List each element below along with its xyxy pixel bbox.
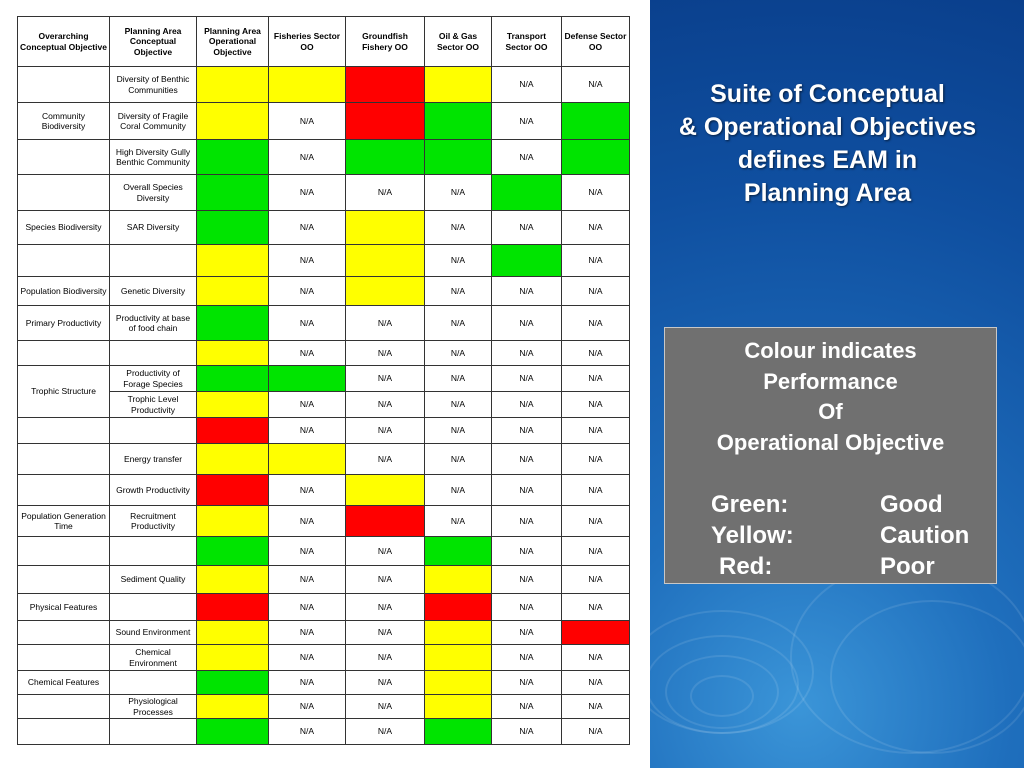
status-cell-yellow	[197, 277, 269, 306]
status-cell-yellow	[197, 506, 269, 537]
na-cell: N/A	[269, 506, 346, 537]
slide-title	[655, 78, 1000, 210]
table-row	[18, 67, 630, 103]
conceptual-objective-cell: Growth Productivity	[110, 475, 197, 506]
objectives-table	[17, 16, 630, 745]
na-cell: N/A	[425, 341, 492, 366]
na-cell: N/A	[562, 566, 630, 594]
table-row	[18, 211, 630, 245]
na-cell: N/A	[492, 306, 562, 341]
na-cell: N/A	[492, 645, 562, 671]
na-cell: N/A	[492, 719, 562, 745]
title-line: Suite of Conceptual	[710, 80, 945, 108]
status-cell-red	[346, 67, 425, 103]
conceptual-objective-cell: Productivity at base of food chain	[110, 306, 197, 341]
na-cell: N/A	[269, 341, 346, 366]
na-cell: N/A	[562, 444, 630, 475]
na-cell: N/A	[492, 621, 562, 645]
header-operational: Planning Area Operational Objective	[197, 17, 269, 67]
status-cell-yellow	[425, 621, 492, 645]
overarching-objective-cell	[18, 140, 110, 175]
na-cell: N/A	[346, 537, 425, 566]
na-cell: N/A	[346, 719, 425, 745]
na-cell: N/A	[425, 444, 492, 475]
status-cell-green	[425, 140, 492, 175]
table-row	[18, 695, 630, 719]
status-cell-green	[269, 366, 346, 392]
overarching-objective-cell	[18, 67, 110, 103]
conceptual-objective-cell: Chemical Environment	[110, 645, 197, 671]
na-cell: N/A	[346, 695, 425, 719]
na-cell: N/A	[269, 566, 346, 594]
na-cell: N/A	[492, 341, 562, 366]
na-cell: N/A	[346, 392, 425, 418]
na-cell: N/A	[492, 566, 562, 594]
status-cell-yellow	[197, 621, 269, 645]
overarching-objective-cell	[18, 537, 110, 566]
header-fisheries: Fisheries Sector OO	[269, 17, 346, 67]
na-cell: N/A	[562, 594, 630, 621]
na-cell: N/A	[425, 175, 492, 211]
na-cell: N/A	[269, 140, 346, 175]
table-row	[18, 594, 630, 621]
status-cell-yellow	[197, 341, 269, 366]
overarching-objective-cell	[18, 645, 110, 671]
na-cell: N/A	[346, 418, 425, 444]
conceptual-objective-cell: Trophic Level Productivity	[110, 392, 197, 418]
status-cell-green	[197, 537, 269, 566]
na-cell: N/A	[269, 175, 346, 211]
na-cell: N/A	[562, 475, 630, 506]
table-row	[18, 306, 630, 341]
na-cell: N/A	[492, 366, 562, 392]
header-transport: Transport Sector OO	[492, 17, 562, 67]
na-cell: N/A	[425, 306, 492, 341]
status-cell-red	[346, 103, 425, 140]
na-cell: N/A	[346, 621, 425, 645]
na-cell: N/A	[492, 594, 562, 621]
status-cell-green	[197, 306, 269, 341]
na-cell: N/A	[492, 418, 562, 444]
header-conceptual: Planning Area Conceptual Objective	[110, 17, 197, 67]
table-body	[18, 67, 630, 745]
na-cell: N/A	[562, 366, 630, 392]
overarching-objective-cell: Population Generation Time	[18, 506, 110, 537]
status-cell-red	[562, 621, 630, 645]
conceptual-objective-cell: SAR Diversity	[110, 211, 197, 245]
status-cell-yellow	[269, 444, 346, 475]
table-row	[18, 175, 630, 211]
status-cell-yellow	[346, 475, 425, 506]
na-cell: N/A	[562, 341, 630, 366]
overarching-objective-cell	[18, 566, 110, 594]
na-cell: N/A	[346, 444, 425, 475]
na-cell: N/A	[269, 306, 346, 341]
header-groundfish: Groundfish Fishery OO	[346, 17, 425, 67]
table-row	[18, 245, 630, 277]
status-cell-green	[197, 671, 269, 695]
conceptual-objective-cell	[110, 671, 197, 695]
na-cell: N/A	[346, 645, 425, 671]
na-cell: N/A	[562, 392, 630, 418]
status-cell-yellow	[269, 67, 346, 103]
legend-heading-line: Colour indicates	[744, 338, 917, 363]
table-row	[18, 418, 630, 444]
status-cell-red	[197, 475, 269, 506]
legend-key-red: Red:	[719, 553, 773, 580]
na-cell: N/A	[492, 103, 562, 140]
status-cell-yellow	[425, 67, 492, 103]
na-cell: N/A	[346, 566, 425, 594]
conceptual-objective-cell	[110, 341, 197, 366]
overarching-objective-cell: Community Biodiversity	[18, 103, 110, 140]
legend-value-red: Poor	[880, 553, 935, 580]
table-row	[18, 719, 630, 745]
status-cell-yellow	[346, 277, 425, 306]
na-cell: N/A	[269, 621, 346, 645]
title-line: Planning Area	[743, 179, 912, 207]
status-cell-yellow	[197, 444, 269, 475]
overarching-objective-cell	[18, 475, 110, 506]
na-cell: N/A	[492, 67, 562, 103]
na-cell: N/A	[562, 245, 630, 277]
overarching-objective-cell: Population Biodiversity	[18, 277, 110, 306]
overarching-objective-cell: Physical Features	[18, 594, 110, 621]
title-line: defines EAM in	[737, 146, 918, 174]
status-cell-yellow	[425, 695, 492, 719]
table-row	[18, 566, 630, 594]
na-cell: N/A	[562, 306, 630, 341]
na-cell: N/A	[269, 418, 346, 444]
status-cell-red	[197, 418, 269, 444]
na-cell: N/A	[425, 506, 492, 537]
na-cell: N/A	[346, 341, 425, 366]
na-cell: N/A	[562, 645, 630, 671]
overarching-objective-cell: Trophic Structure	[18, 366, 110, 418]
na-cell: N/A	[425, 366, 492, 392]
na-cell: N/A	[269, 211, 346, 245]
na-cell: N/A	[346, 366, 425, 392]
na-cell: N/A	[269, 594, 346, 621]
na-cell: N/A	[269, 645, 346, 671]
overarching-objective-cell: Primary Productivity	[18, 306, 110, 341]
na-cell: N/A	[562, 719, 630, 745]
status-cell-yellow	[197, 645, 269, 671]
na-cell: N/A	[562, 695, 630, 719]
legend-key-yellow: Yellow:	[711, 522, 794, 549]
table-row	[18, 444, 630, 475]
na-cell: N/A	[492, 506, 562, 537]
na-cell: N/A	[425, 277, 492, 306]
na-cell: N/A	[269, 719, 346, 745]
table-row	[18, 475, 630, 506]
na-cell: N/A	[562, 277, 630, 306]
status-cell-yellow	[197, 103, 269, 140]
title-line: & Operational Objectives	[678, 113, 977, 141]
na-cell: N/A	[492, 695, 562, 719]
status-cell-green	[197, 140, 269, 175]
na-cell: N/A	[492, 475, 562, 506]
status-cell-green	[492, 245, 562, 277]
status-cell-yellow	[346, 245, 425, 277]
status-cell-red	[197, 594, 269, 621]
status-cell-green	[425, 719, 492, 745]
na-cell: N/A	[269, 695, 346, 719]
status-cell-green	[197, 211, 269, 245]
status-cell-green	[562, 103, 630, 140]
overarching-objective-cell	[18, 621, 110, 645]
conceptual-objective-cell: Recruitment Productivity	[110, 506, 197, 537]
legend-heading-line: Performance	[763, 368, 898, 394]
header-oil-gas: Oil & Gas Sector OO	[425, 17, 492, 67]
overarching-objective-cell: Chemical Features	[18, 671, 110, 695]
na-cell: N/A	[492, 444, 562, 475]
na-cell: N/A	[346, 175, 425, 211]
na-cell: N/A	[269, 277, 346, 306]
conceptual-objective-cell: Diversity of Fragile Coral Community	[110, 103, 197, 140]
legend-row-yellow	[665, 520, 996, 551]
table-header-row	[18, 17, 630, 67]
status-cell-yellow	[197, 392, 269, 418]
na-cell: N/A	[269, 103, 346, 140]
table-row	[18, 140, 630, 175]
status-cell-yellow	[346, 211, 425, 245]
conceptual-objective-cell	[110, 245, 197, 277]
legend-value-yellow: Caution	[880, 522, 970, 549]
overarching-objective-cell	[18, 444, 110, 475]
na-cell: N/A	[346, 671, 425, 695]
overarching-objective-cell	[18, 418, 110, 444]
table-row	[18, 366, 630, 392]
status-cell-green	[197, 366, 269, 392]
na-cell: N/A	[492, 140, 562, 175]
na-cell: N/A	[425, 211, 492, 245]
overarching-objective-cell	[18, 245, 110, 277]
status-cell-green	[197, 719, 269, 745]
conceptual-objective-cell: Genetic Diversity	[110, 277, 197, 306]
conceptual-objective-cell: Productivity of Forage Species	[110, 366, 197, 392]
status-cell-red	[425, 594, 492, 621]
na-cell: N/A	[425, 475, 492, 506]
overarching-objective-cell	[18, 175, 110, 211]
overarching-objective-cell	[18, 695, 110, 719]
status-cell-green	[492, 175, 562, 211]
na-cell: N/A	[269, 245, 346, 277]
na-cell: N/A	[562, 418, 630, 444]
header-overarching: Overarching Conceptual Objective	[18, 17, 110, 67]
na-cell: N/A	[562, 175, 630, 211]
na-cell: N/A	[562, 671, 630, 695]
conceptual-objective-cell	[110, 418, 197, 444]
na-cell: N/A	[492, 671, 562, 695]
table-row	[18, 621, 630, 645]
status-cell-yellow	[425, 671, 492, 695]
status-cell-green	[562, 140, 630, 175]
na-cell: N/A	[425, 245, 492, 277]
conceptual-objective-cell: Overall Species Diversity	[110, 175, 197, 211]
status-cell-yellow	[197, 695, 269, 719]
na-cell: N/A	[492, 211, 562, 245]
overarching-objective-cell: Species Biodiversity	[18, 211, 110, 245]
conceptual-objective-cell: Energy transfer	[110, 444, 197, 475]
status-cell-yellow	[425, 566, 492, 594]
legend-heading-line: Operational Objective	[716, 429, 945, 455]
header-defense: Defense Sector OO	[562, 17, 630, 67]
table-row	[18, 671, 630, 695]
na-cell: N/A	[562, 67, 630, 103]
overarching-objective-cell	[18, 341, 110, 366]
na-cell: N/A	[425, 418, 492, 444]
conceptual-objective-cell	[110, 594, 197, 621]
status-cell-green	[425, 537, 492, 566]
na-cell: N/A	[492, 537, 562, 566]
status-cell-green	[197, 175, 269, 211]
conceptual-objective-cell: Diversity of Benthic Communities	[110, 67, 197, 103]
table-row	[18, 103, 630, 140]
conceptual-objective-cell: Sound Environment	[110, 621, 197, 645]
ripple-decoration	[830, 600, 1024, 754]
status-cell-yellow	[425, 645, 492, 671]
table-row	[18, 506, 630, 537]
table-row	[18, 341, 630, 366]
na-cell: N/A	[346, 594, 425, 621]
legend-key-green: Green:	[711, 491, 789, 518]
ripple-decoration	[690, 675, 754, 717]
legend-heading-line: Of	[818, 399, 843, 424]
na-cell: N/A	[269, 392, 346, 418]
overarching-objective-cell	[18, 719, 110, 745]
na-cell: N/A	[269, 671, 346, 695]
table-row	[18, 645, 630, 671]
na-cell: N/A	[346, 306, 425, 341]
na-cell: N/A	[492, 277, 562, 306]
na-cell: N/A	[562, 506, 630, 537]
table-row	[18, 392, 630, 418]
status-cell-yellow	[197, 67, 269, 103]
conceptual-objective-cell	[110, 719, 197, 745]
status-cell-green	[425, 103, 492, 140]
conceptual-objective-cell	[110, 537, 197, 566]
na-cell: N/A	[425, 392, 492, 418]
legend-row-red	[665, 551, 996, 582]
conceptual-objective-cell: Physiological Processes	[110, 695, 197, 719]
na-cell: N/A	[492, 392, 562, 418]
table-row	[18, 277, 630, 306]
legend-box	[664, 327, 997, 584]
legend-heading	[665, 336, 996, 458]
conceptual-objective-cell: Sediment Quality	[110, 566, 197, 594]
table-row	[18, 537, 630, 566]
legend-value-green: Good	[880, 491, 943, 518]
status-cell-yellow	[197, 566, 269, 594]
conceptual-objective-cell: High Diversity Gully Benthic Community	[110, 140, 197, 175]
na-cell: N/A	[562, 211, 630, 245]
status-cell-yellow	[197, 245, 269, 277]
na-cell: N/A	[269, 475, 346, 506]
status-cell-red	[346, 506, 425, 537]
status-cell-green	[346, 140, 425, 175]
na-cell: N/A	[562, 537, 630, 566]
na-cell: N/A	[269, 537, 346, 566]
legend-row-green	[665, 489, 996, 520]
